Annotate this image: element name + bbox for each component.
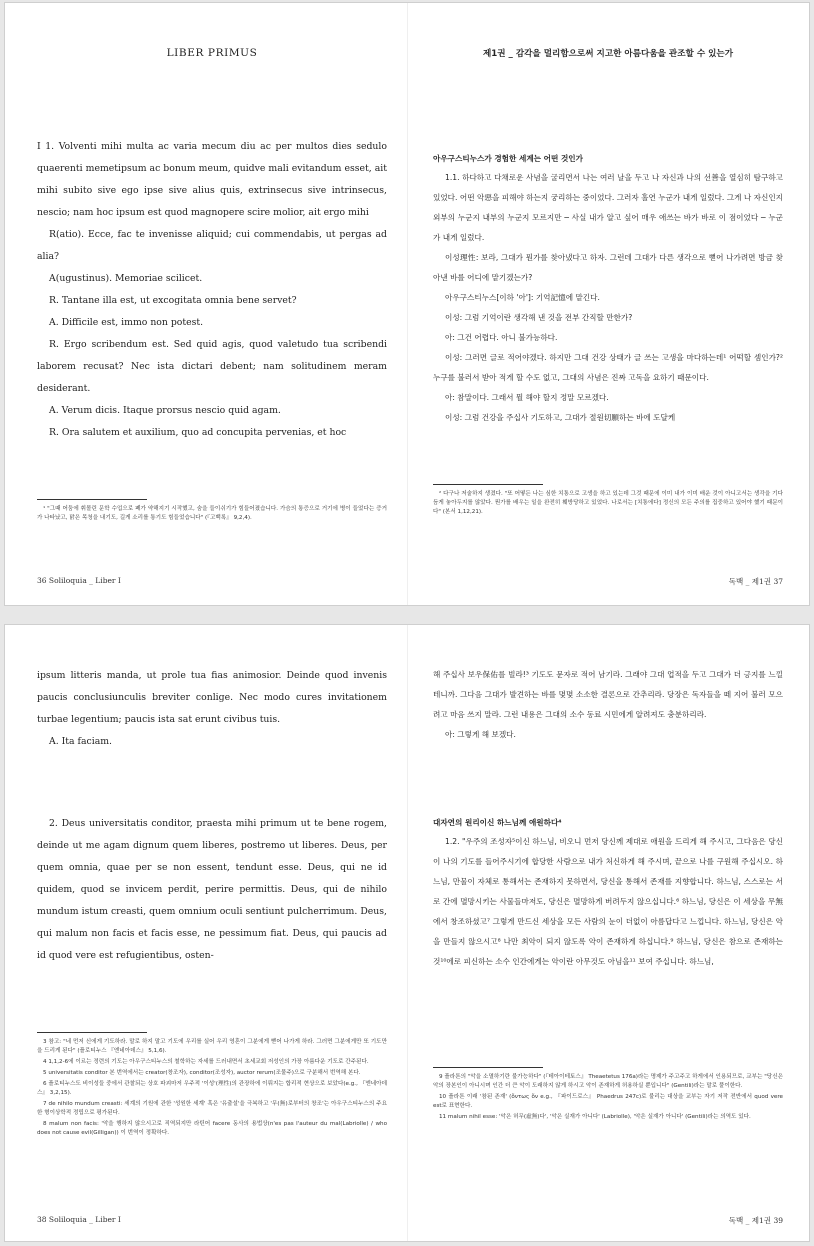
gutter: [407, 3, 408, 605]
folio: 36 Soliloquia _ Liber I: [37, 576, 121, 585]
latin-text: [37, 813, 387, 967]
footnote-rule: [37, 1032, 147, 1033]
paragraph: 아우구스티누스[이하 '아']: 기억記憶에 맡긴다.: [445, 293, 600, 302]
footnote: 3 참고: "네 먼저 신에게 기도하라. 말로 하지 말고 기도에 우리를 실어 우리 영혼이 그분에게 뻗어 나가게 하라. 그러면 그분에게만 또 기도만을 드리게 된다" (플로티누스 『엔네아데스』 5,1,6).: [37, 1039, 387, 1054]
footnote-rule: [433, 1067, 543, 1068]
page-39: [433, 625, 783, 1241]
folio: 독백 _ 제1권 37: [728, 577, 783, 586]
page-36: [37, 3, 387, 605]
footnote-rule: [433, 484, 543, 485]
footnotes: [37, 499, 387, 525]
paragraph: 1.2. "우주의 조성자⁵이신 하느님, 비오니 먼저 당신께 제대로 애원을 드리게 해 주시고, 그다음은 당신이 나의 기도를 들어주시기에 합당한 사람으로 내가 처신하게 해 주시며, 끝으로 나를 구원해 주십시오. 하느님, 만물이 자체로 통해서는 존재하지 못하면서, 당신을 통해서 존재를 지향합니다. 하느님, 스스로는 서로 간에 멸망시키는 사물들마저도, 당신은 멸망하게 버려두지 않으십니다.⁶ 하느님, 당신은 이 세상을 무無에서 창조하셨고⁷ 그렇게 만드신 세상을 모든 사람의 눈이 더없이 아름답다고 느낍니다. 하느님, 당신은 악을 만들지 않으시고⁸ 나만 최악이 되지 않도록 악이 존재하게 하십니다.⁹ 하느님, 당신은 참으로 존재하는 것¹⁰에로 피신하는 소수 인간에게는 악이란 아무것도 아님을¹¹ 보여 주십니다. 하느님,: [433, 837, 783, 966]
korean-text: [433, 665, 783, 745]
running-head-right: 제1권 _ 감각을 멀리함으로써 지고한 아름다움을 관조할 수 있는가: [482, 49, 734, 59]
paragraph: 2. Deus universitatis conditor, praesta mihi primum ut te bene rogem, deinde ut me agam dignum quem liberes, postremo ut liberes. Deus, per quem omnia, quae per se non essent, tendunt esse. Deus, qui ne id quidem, quod se invicem perdit, perire permittis. Deus, qui de nihilo mundum istum creasti, quem omnium oculi sentiunt pulcherrimum. Deus, qui malum non facis et facis esse, ne pessimum fiat. Deus, qui paucis ad id quod vere est refugientibus, osten-: [37, 818, 387, 961]
footnote: 7 de nihilo mundum creasti: 세계의 기원에 관한 '성원한 세계' 혹은 '유출설'을 극복하고 '무(無)로부터의 창조'는 아우구스티누스의 주요한 형이상학적 정립으로 평가된다.: [37, 1101, 387, 1116]
folio: 독백 _ 제1권 39: [728, 1216, 783, 1225]
section-heading: 아우구스티누스가 경험한 세계는 어떤 것인가: [433, 154, 583, 163]
paragraph: 1.1. 하다하고 다채로운 사념을 굴리면서 나는 여러 날을 두고 나 자신과 나의 선善을 열심히 탐구하고 있었다. 어떤 악惡을 피해야 하는지 궁리하는 중이었다. 그러자 홀연 누군가 내게 일렀다. 그게 나 자신인지 외부의 누군지 내부의 누군지 모르지만 ─ 사실 내가 알고 싶어 매우 애쓰는 바가 바로 이 점이었다 ─ 누군가 내게 일렀다.: [433, 173, 783, 242]
paragraph: ipsum litteris manda, ut prole tua fias animosior. Deinde quod invenis paucis conclusiunculis breviter conlige. Nec modo cures invitationem turbae legentium; paucis ista sat erunt civibus tuis.: [37, 670, 387, 725]
korean-text: [433, 153, 783, 428]
page-37: [433, 3, 783, 605]
latin-text: [37, 665, 387, 753]
footnote-rule: [37, 499, 147, 500]
paragraph: 이성: 그러면 글로 적어야겠다. 하지만 그대 건강 상태가 글 쓰는 고생을 마다하는데¹ 어떡할 셈인가?² 누구를 불러서 받아 적게 할 수도 없고, 그대의 사념은 진짜 고독을 요하기 때문이다.: [433, 353, 783, 382]
latin-text: [37, 136, 387, 444]
footnotes: [433, 1067, 783, 1124]
paragraph: 이성: 그럼 기억이란 생각해 낸 것을 전부 간직할 만한가?: [445, 313, 633, 322]
paragraph: R. Ergo scribendum est. Sed quid agis, quod valetudo tua scribendi laborem recusat? Nec ista dictari debent; nam solitudinem meram desiderant.: [37, 339, 387, 394]
korean-text: [433, 817, 783, 972]
folio: 38 Soliloquia _ Liber I: [37, 1215, 121, 1224]
spread-top: [4, 2, 810, 606]
page-38: [37, 625, 387, 1241]
paragraph: A(ugustinus). Memoriae scilicet.: [49, 273, 203, 284]
gutter: [407, 625, 408, 1241]
paragraph: I 1. Volventi mihi multa ac varia mecum diu ac per multos dies sedulo quaerenti memetipsum ac bonum meum, quidve mali evitandum esset, ait mihi subito sive ego ipse sive alius quis, extrinsecus sive intrinsecus, nescio; nam hoc ipsum est quod magnopere scire molior, ait ergo mihi: [37, 141, 387, 218]
footnote: 5 universitatis conditor 본 번역에서는 creator(창조자), conditor(조성자), auctor rerum(조물주)으로 구분해서 번역해 본다.: [43, 1070, 361, 1076]
paragraph: 이성理性: 보라, 그대가 뭔가를 찾아냈다고 하자. 그런데 그대가 다른 생각으로 뻗어 나가려면 방금 찾아낸 바를 어디에 맡기겠는가?: [433, 253, 783, 282]
paragraph: R(atio). Ecce, fac te invenisse aliquid; cui commendabis, ut pergas ad alia?: [37, 229, 387, 262]
paragraph: A. Ita faciam.: [49, 736, 113, 747]
running-head-left: LIBER PRIMUS: [166, 47, 258, 59]
footnote: 11 malum nihil esse: '악은 허무(虛無)다', '악은 실재가 아니다' (Labriolle), '악은 실재가 아니다' (Gentili)라는 의역도 있다.: [439, 1114, 751, 1120]
footnote: 8 malum non facis: '악을 행하지 않으시고로 직역되지만 라틴어 facere 동사의 용법상(n'es pas l'auteur du mal(Labriolle) / who does not cause evil(Gilligan)) 이 번역이 정확하다.: [37, 1121, 387, 1136]
paragraph: R. Tantane illa est, ut excogitata omnia bene servet?: [49, 295, 297, 306]
spread-bottom: [4, 624, 810, 1242]
paragraph: 해 주십사 보우保佑를 빌라!³ 기도도 문자로 적어 남기라. 그래야 그대 업적을 두고 그대가 더 긍지를 느낄 테니까. 그다음 그대가 발견하는 바를 몇몇 소소한 결론으로 간추리라. 당장은 독자들을 떼 지어 불러 모으려고 마음 쓰지 말라. 그런 내용은 그대의 소수 동료 시민에게 알려져도 충분하리라.: [433, 670, 783, 719]
footnote: ¹ "그때 어둠에 휘몰린 문학 수업으로 폐가 약해지기 시작했고, 숨을 들이쉬기가 힘들어졌습니다. 가슴의 통증으로 거기에 병이 들었다는 증거가 나타났고, 맑은 목청을 내기도, 길게 소리를 통기도 힘들었습니다" (『고백록』 9,2,4).: [37, 506, 387, 521]
footnote: 6 플로티누스도 비이성들 중에서 관찰되는 상호 파괴마저 우주적 '이성'(理性)의 관장하에 이뤄지는 합리적 현상으로 보았다(e.g., 『엔네아데스』 3,2,15).: [37, 1081, 387, 1096]
footnote: 9 플라톤의 "악을 소멸하기란 불가능하다" (『테아이테토스』 Theaetetus 176a)라는 명제가 주고주고 하게에서 인용되므로, 교부는 "당신은 악의 장본인이 아니시며 인간 더 큰 악이 도래하지 않게 하시고 악이 존재하게 허용하실 뿐입니다" (Gentili)라는 말로 풀이한다.: [433, 1074, 783, 1089]
paragraph: 아: 그건 어렵다. 아니 불가능하다.: [445, 333, 558, 342]
section-heading: 대자연의 원리이신 하느님께 애원하다⁴: [433, 818, 562, 827]
paragraph: 아: 그렇게 해 보겠다.: [445, 730, 516, 739]
paragraph: A. Difficile est, immo non potest.: [49, 317, 204, 328]
paragraph: 이성: 그럼 건강을 주십사 기도하고, 그대가 절원切願하는 바에 도달케: [445, 413, 676, 422]
footnote: ² 다구나 저술하지 생겼다. "또 어떻든 나는 심한 치통으로 고생을 하고 있는데 그것 때문에 이미 내가 이미 배운 것이 아니고서는 생각을 기다듬게 놓아두지를 않았다. 뭔가를 배우는 일을 완전히 훼방당하고 있었다. 나로서는 [치통에다] 정신의 모든 주의를 집중하고 있어야 했기 때문이다" (본서 1,12,21).: [433, 491, 783, 515]
footnote: 4 1,1,2-6에 이르는 정련의 기도는 아우구스티누스의 철학하는 자세를 드러내면서 초세교회 저성인의 가장 아름다운 기도로 간주된다.: [43, 1059, 369, 1065]
footnotes: [37, 1032, 387, 1140]
paragraph: 아: 참말이다. 그래서 뭘 해야 할지 정말 모르겠다.: [445, 393, 609, 402]
paragraph: R. Ora salutem et auxilium, quo ad concupita pervenias, et hoc: [49, 427, 347, 438]
footnotes: [433, 484, 783, 519]
footnote: 10 플라톤 이래 '참된 존재' (ὄντως ὄν e.g., 『파이드로스』 Phaedrus 247c)로 불리는 대상을 교부는 자기 저작 전반에서 quod vere est로 표현한다.: [433, 1094, 783, 1109]
paragraph: A. Verum dicis. Itaque prorsus nescio quid agam.: [49, 405, 281, 416]
